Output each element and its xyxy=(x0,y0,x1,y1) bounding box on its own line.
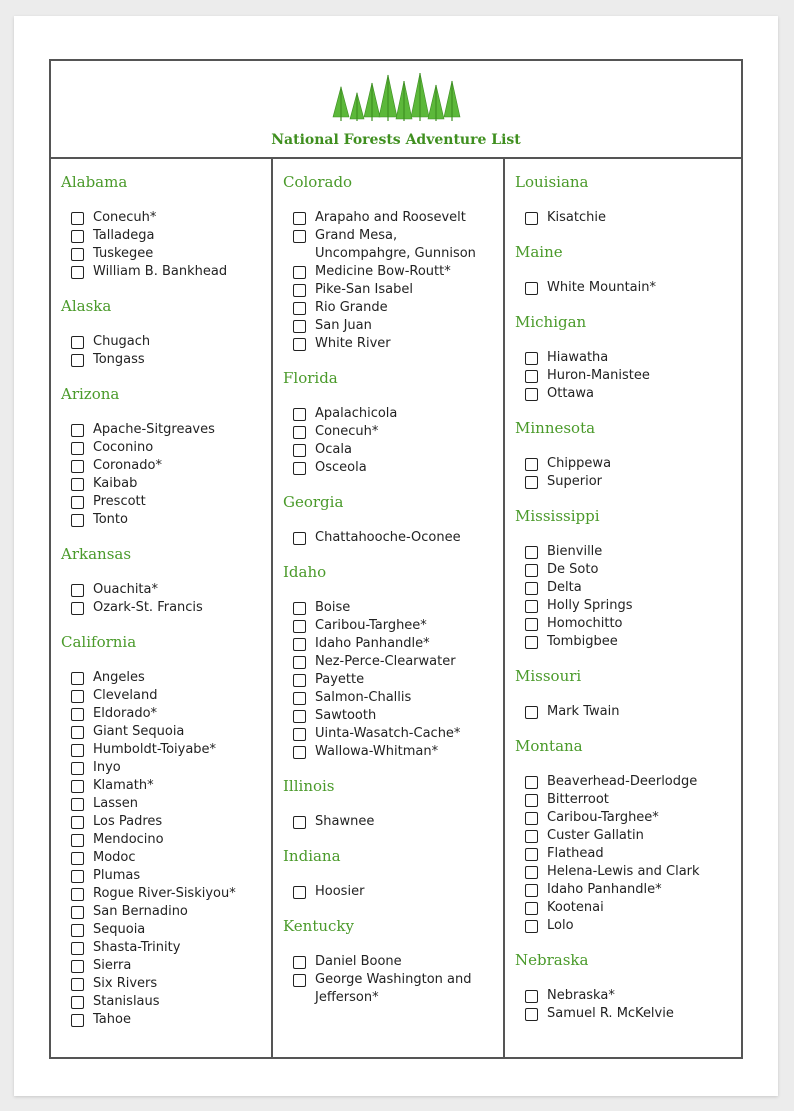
forest-name: Bitterroot xyxy=(547,792,609,807)
forest-name: Caribou-Targhee* xyxy=(547,810,659,825)
forest-name: Nebraska* xyxy=(547,988,615,1003)
checkbox[interactable] xyxy=(71,978,84,991)
forest-name: Holly Springs xyxy=(547,598,633,613)
checkbox[interactable] xyxy=(525,476,538,489)
forest-name: Sawtooth xyxy=(315,708,377,723)
state-heading: Indiana xyxy=(283,847,341,865)
checkbox[interactable] xyxy=(71,834,84,847)
checkbox[interactable] xyxy=(71,442,84,455)
checkbox[interactable] xyxy=(525,866,538,879)
forest-name: San Bernadino xyxy=(93,904,188,919)
forest-name: Salmon-Challis xyxy=(315,690,412,705)
checkbox[interactable] xyxy=(71,726,84,739)
checkbox[interactable] xyxy=(293,956,306,969)
checkbox[interactable] xyxy=(293,302,306,315)
forest-name: Angeles xyxy=(93,670,145,685)
forest-name: Rogue River-Siskiyou* xyxy=(93,886,236,901)
forest-name: Kisatchie xyxy=(547,210,606,225)
forest-name: Coronado* xyxy=(93,458,162,473)
forest-name: Modoc xyxy=(93,850,136,865)
forest-name: Chugach xyxy=(93,334,151,349)
forest-name: Apache-Sitgreaves xyxy=(93,422,215,437)
forest-name: Shawnee xyxy=(315,814,375,829)
checkbox[interactable] xyxy=(525,884,538,897)
checkbox[interactable] xyxy=(71,460,84,473)
forest-name: Beaverhead-Deerlodge xyxy=(547,774,698,789)
forest-name: William B. Bankhead xyxy=(93,264,228,279)
forest-name: Boise xyxy=(315,600,351,615)
checkbox[interactable] xyxy=(293,602,306,615)
checkbox[interactable] xyxy=(293,426,306,439)
checkbox[interactable] xyxy=(525,920,538,933)
checkbox[interactable] xyxy=(71,690,84,703)
forest-name: Wallowa-Whitman* xyxy=(315,744,439,759)
forest-name: Sequoia xyxy=(93,922,146,937)
checkbox[interactable] xyxy=(71,780,84,793)
forest-name: Pike-San Isabel xyxy=(315,282,413,297)
forest-name: Lolo xyxy=(547,918,574,933)
checkbox[interactable] xyxy=(525,794,538,807)
checkbox[interactable] xyxy=(525,830,538,843)
forest-name: Cleveland xyxy=(93,688,158,703)
checkbox[interactable] xyxy=(71,1014,84,1027)
forest-name: Homochitto xyxy=(547,616,623,631)
checkbox[interactable] xyxy=(71,266,84,279)
forest-name: Arapaho and Roosevelt xyxy=(315,210,466,225)
page-title: National Forests Adventure List xyxy=(271,132,521,148)
checkbox[interactable] xyxy=(71,888,84,901)
checkbox[interactable] xyxy=(525,706,538,719)
checkbox[interactable] xyxy=(525,212,538,225)
checkbox[interactable] xyxy=(71,478,84,491)
state-heading: Georgia xyxy=(283,493,344,511)
forest-name: Conecuh* xyxy=(315,424,379,439)
checkbox[interactable] xyxy=(525,582,538,595)
checkbox[interactable] xyxy=(293,212,306,225)
forest-name: Flathead xyxy=(547,846,604,861)
forest-name: Helena-Lewis and Clark xyxy=(547,864,700,879)
state-heading: Alabama xyxy=(61,173,128,191)
checkbox[interactable] xyxy=(71,996,84,1009)
forest-name: Caribou-Targhee* xyxy=(315,618,427,633)
checkbox[interactable] xyxy=(293,974,306,987)
forest-name: Chippewa xyxy=(547,456,612,471)
checkbox[interactable] xyxy=(525,812,538,825)
forest-name: White Mountain* xyxy=(547,280,656,295)
checkbox[interactable] xyxy=(71,816,84,829)
forest-name: Uinta-Wasatch-Cache* xyxy=(315,726,461,741)
forest-name: Los Padres xyxy=(93,814,163,829)
forest-name: Idaho Panhandle* xyxy=(547,882,662,897)
state-heading: Florida xyxy=(283,369,338,387)
checkbox[interactable] xyxy=(525,1008,538,1021)
checkbox[interactable] xyxy=(71,230,84,243)
forest-name: White River xyxy=(315,336,391,351)
state-heading: Arkansas xyxy=(61,545,132,563)
checkbox[interactable] xyxy=(525,848,538,861)
checkbox[interactable] xyxy=(293,638,306,651)
checkbox[interactable] xyxy=(71,744,84,757)
forest-name: Lassen xyxy=(93,796,138,811)
forest-name: Nez-Perce-Clearwater xyxy=(315,654,456,669)
forest-name: Apalachicola xyxy=(315,406,398,421)
forest-name: Conecuh* xyxy=(93,210,157,225)
checklist-page xyxy=(14,16,778,1096)
forest-name: Six Rivers xyxy=(93,976,158,991)
state-heading: Louisiana xyxy=(515,173,589,191)
state-heading: Minnesota xyxy=(515,419,596,437)
pine-trees-icon xyxy=(331,73,463,121)
forest-name: Hoosier xyxy=(315,884,365,899)
state-heading: Colorado xyxy=(283,173,353,191)
checkbox[interactable] xyxy=(525,776,538,789)
forest-name: Bienville xyxy=(547,544,603,559)
checkbox[interactable] xyxy=(293,408,306,421)
checkbox[interactable] xyxy=(293,284,306,297)
forest-name: Coconino xyxy=(93,440,154,455)
checkbox[interactable] xyxy=(71,496,84,509)
checkbox[interactable] xyxy=(525,388,538,401)
checkbox[interactable] xyxy=(525,618,538,631)
forest-name: Tuskegee xyxy=(93,246,154,261)
checkbox[interactable] xyxy=(71,762,84,775)
checkbox[interactable] xyxy=(71,852,84,865)
forest-name: Kootenai xyxy=(547,900,604,915)
checkbox[interactable] xyxy=(71,248,84,261)
checkbox[interactable] xyxy=(71,906,84,919)
forest-name: Stanislaus xyxy=(93,994,160,1009)
checkbox[interactable] xyxy=(293,674,306,687)
forest-name: Tahoe xyxy=(93,1012,131,1027)
forest-name: Inyo xyxy=(93,760,121,775)
forest-name: Plumas xyxy=(93,868,141,883)
forest-name: Prescott xyxy=(93,494,146,509)
checklist-frame xyxy=(49,59,743,1059)
checkbox[interactable] xyxy=(293,656,306,669)
forest-name: Chattahooche-Oconee xyxy=(315,530,461,545)
checkbox[interactable] xyxy=(71,672,84,685)
state-heading: Mississippi xyxy=(515,507,600,525)
forest-name: Hiawatha xyxy=(547,350,609,365)
checkbox[interactable] xyxy=(293,728,306,741)
checkbox[interactable] xyxy=(293,230,306,243)
checkbox[interactable] xyxy=(525,990,538,1003)
forest-name: Superior xyxy=(547,474,602,489)
checkbox[interactable] xyxy=(525,564,538,577)
forest-name: Tongass xyxy=(93,352,145,367)
forest-name: Samuel R. McKelvie xyxy=(547,1006,674,1021)
checkbox[interactable] xyxy=(71,960,84,973)
checkbox[interactable] xyxy=(71,798,84,811)
forest-name: San Juan xyxy=(315,318,372,333)
checkbox[interactable] xyxy=(71,924,84,937)
checkbox[interactable] xyxy=(525,546,538,559)
column-3 xyxy=(505,159,741,1057)
checkbox[interactable] xyxy=(71,212,84,225)
forest-name: Custer Gallatin xyxy=(547,828,644,843)
checkbox[interactable] xyxy=(293,532,306,545)
checkbox[interactable] xyxy=(293,444,306,457)
checkbox[interactable] xyxy=(525,282,538,295)
forest-name: Grand Mesa, Uncompahgre, Gunnison xyxy=(315,228,476,261)
checkbox[interactable] xyxy=(293,338,306,351)
forest-name: Ocala xyxy=(315,442,352,457)
checkbox[interactable] xyxy=(293,620,306,633)
state-heading: Idaho xyxy=(283,563,327,581)
checkbox[interactable] xyxy=(71,870,84,883)
checkbox[interactable] xyxy=(71,514,84,527)
checkbox[interactable] xyxy=(525,902,538,915)
checkbox[interactable] xyxy=(293,710,306,723)
forest-name: Tonto xyxy=(93,512,128,527)
forest-name: Mendocino xyxy=(93,832,164,847)
checkbox[interactable] xyxy=(525,370,538,383)
state-heading: Nebraska xyxy=(515,951,589,969)
checkbox[interactable] xyxy=(525,600,538,613)
checkbox[interactable] xyxy=(293,266,306,279)
forest-name: Delta xyxy=(547,580,582,595)
state-heading: Arizona xyxy=(61,385,120,403)
forest-name: Talladega xyxy=(93,228,155,243)
checkbox[interactable] xyxy=(71,602,84,615)
state-heading: California xyxy=(61,633,137,651)
checkbox[interactable] xyxy=(525,352,538,365)
forest-name: Humboldt-Toiyabe* xyxy=(93,742,217,757)
forest-name: Eldorado* xyxy=(93,706,158,721)
forest-name: Huron-Manistee xyxy=(547,368,650,383)
forest-name: Tombigbee xyxy=(547,634,618,649)
checkbox[interactable] xyxy=(293,320,306,333)
forest-name: George Washington and Jefferson* xyxy=(315,972,472,1005)
forest-name: Shasta-Trinity xyxy=(93,940,181,955)
forest-name: De Soto xyxy=(547,562,599,577)
checkbox[interactable] xyxy=(71,708,84,721)
checkbox[interactable] xyxy=(71,942,84,955)
state-heading: Michigan xyxy=(515,313,587,331)
checkbox[interactable] xyxy=(525,636,538,649)
checkbox[interactable] xyxy=(293,746,306,759)
column-2 xyxy=(273,159,505,1057)
checkbox[interactable] xyxy=(71,424,84,437)
state-heading: Montana xyxy=(515,737,583,755)
forest-name: Daniel Boone xyxy=(315,954,402,969)
forest-name: Klamath* xyxy=(93,778,154,793)
checkbox[interactable] xyxy=(71,584,84,597)
checkbox[interactable] xyxy=(293,816,306,829)
forest-name: Osceola xyxy=(315,460,367,475)
checkbox[interactable] xyxy=(71,354,84,367)
checkbox[interactable] xyxy=(293,462,306,475)
state-heading: Alaska xyxy=(61,297,112,315)
state-heading: Kentucky xyxy=(283,917,354,935)
state-heading: Missouri xyxy=(515,667,582,685)
forest-name: Ozark-St. Francis xyxy=(93,600,203,615)
forest-name: Ouachita* xyxy=(93,582,158,597)
state-heading: Illinois xyxy=(283,777,335,795)
checkbox[interactable] xyxy=(525,458,538,471)
state-heading: Maine xyxy=(515,243,563,261)
forest-name: Idaho Panhandle* xyxy=(315,636,430,651)
forest-name: Rio Grande xyxy=(315,300,388,315)
forest-name: Sierra xyxy=(93,958,132,973)
header xyxy=(51,61,741,159)
forest-name: Mark Twain xyxy=(547,704,620,719)
checkbox[interactable] xyxy=(71,336,84,349)
checkbox[interactable] xyxy=(293,692,306,705)
forest-name: Kaibab xyxy=(93,476,138,491)
checkbox[interactable] xyxy=(293,886,306,899)
forest-name: Giant Sequoia xyxy=(93,724,185,739)
forest-name: Medicine Bow-Routt* xyxy=(315,264,451,279)
forest-name: Payette xyxy=(315,672,365,687)
forest-name: Ottawa xyxy=(547,386,594,401)
column-1 xyxy=(51,159,273,1057)
